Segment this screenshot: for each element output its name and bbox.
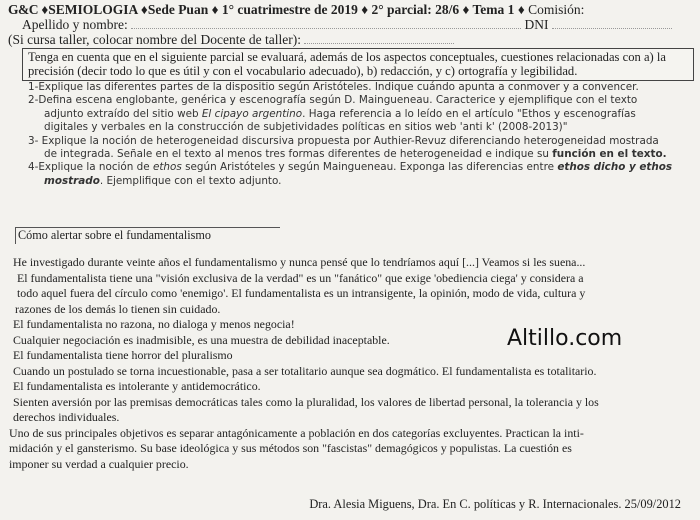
name-line <box>8 17 698 32</box>
instructions-box <box>22 48 694 81</box>
instructions-text: Tenga en cuenta que en el siguiente parcial se evaluará, además de los aspectos conceptuales, cuestiones relacionadas con a) la precisión (decir todo lo que es útil y con el vocabulario adecuado), b) redacción, y c) ortografía y legibilidad. <box>28 50 666 78</box>
question-3-text: de integrada. Señale en el texto al menos tres formas diferentes de heterogeneidad e indique su <box>44 148 553 161</box>
question-2-text: adjunto extraído del sitio web <box>44 107 202 120</box>
article-line: He investigado durante veinte años el fundamentalismo y nunca pensé que lo tendríamos aquí [...] Veamos si les suena... <box>13 255 586 269</box>
article-line: razones de los demás lo tienen sin cuidado. <box>15 301 221 316</box>
article-line: Cuando un postulado se torna incuestionable, pasa a ser totalitario aunque sea dogmático. El fundamentalista es totalitario. <box>13 363 597 378</box>
article-line: El fundamentalista tiene horror del pluralismo <box>13 348 233 362</box>
question-4-text: . Ejemplifique con el texto adjunto. <box>99 174 282 187</box>
article-line: midación y el gansterismo. Su base ideológica y sus métodos son "fascistas" demagógicos y populistas. La cuestión es <box>9 441 572 455</box>
exam-date: 2° parcial: 28/6 <box>371 2 460 17</box>
bullet-icon: ♦ <box>462 2 470 17</box>
question-2-line: 2-Defina escena englobante, genérica y escenografía según D. Maingueneau. Caracterice y ejemplifique con el texto <box>28 94 638 107</box>
bullet-icon: ♦ <box>41 2 49 17</box>
question-4-text: según Aristóteles y según Maingueneau. Exponga las diferencias entre <box>181 161 558 174</box>
article <box>9 228 689 518</box>
exam-header <box>8 2 698 47</box>
article-line: El fundamentalista no razona, no dialoga y menos negocia! <box>13 317 295 331</box>
bullet-icon: ♦ <box>211 2 219 17</box>
question-4 <box>28 161 696 174</box>
taller-field[interactable] <box>304 33 454 44</box>
article-body <box>9 255 689 472</box>
article-line: Cualquier negociación es inadmisible, es una muestra de debilidad inaceptable. <box>13 332 390 347</box>
article-signature: Dra. Alesia Miguens, Dra. En C. políticas y R. Internacionales. 25/09/2012 <box>309 496 681 511</box>
site-name: El cipayo argentino <box>201 107 303 120</box>
sede: Sede Puan <box>147 2 209 17</box>
question-2 <box>28 94 696 107</box>
course-name: SEMIOLOGIA <box>48 2 138 17</box>
comision-label: Comisión: <box>528 2 585 17</box>
watermark: Altillo.com <box>507 326 623 351</box>
question-3-bold: función en el texto. <box>552 148 667 161</box>
article-line: El fundamentalista es intolerante y antidemocrático. <box>13 379 261 393</box>
term-ethos-dicho: ethos dicho y ethos <box>557 161 673 174</box>
question-3-cont <box>28 148 696 161</box>
question-2-cont <box>28 108 696 121</box>
question-4-text: 4-Explique la noción de <box>28 161 153 174</box>
question-2-text: . Haga referencia a lo leído en el artículo "Ethos y escenografías <box>302 107 636 120</box>
article-line: derechos individuales. <box>13 410 120 424</box>
term-mostrado: mostrado <box>44 174 100 187</box>
logo: G&C <box>8 2 38 17</box>
question-4-cont <box>28 175 696 188</box>
bullet-icon: ♦ <box>140 2 148 17</box>
header-line <box>8 2 698 17</box>
term-ethos: ethos <box>152 161 182 174</box>
article-title: Cómo alertar sobre el fundamentalismo <box>15 227 280 244</box>
dni-label: DNI <box>524 17 549 32</box>
bullet-icon: ♦ <box>517 2 525 17</box>
tema: Tema 1 <box>472 2 515 17</box>
article-line: Uno de sus principales objetivos es separar antagónicamente a población en dos categorías excluyentes. Practican la inti- <box>9 425 584 440</box>
question-3: 3- Explique la noción de heterogeneidad discursiva propuesta por Authier-Revuz diferenciando heterogeneidad mostrada <box>28 134 659 147</box>
name-label: Apellido y nombre: <box>22 17 128 32</box>
article-line: imponer su verdad a cualquier precio. <box>9 456 189 471</box>
article-line: El fundamentalista tiene una "visión exclusiva de la verdad" es un "fanático" que exige 'obediencia ciega' y considera a <box>17 270 584 285</box>
article-line: todo aquel fuera del círculo como 'enemigo'. El fundamentalista es un intransigente, la opinión, modo de vida, cultura y <box>17 286 586 300</box>
term: 1° cuatrimestre de 2019 <box>221 2 358 17</box>
question-2-cont: digitales y verbales en la construcción de subjetividades políticas en sitios web 'anti k' (2008-2013)" <box>44 121 568 134</box>
name-field[interactable] <box>131 18 521 29</box>
bullet-icon: ♦ <box>361 2 369 17</box>
taller-line <box>8 32 698 47</box>
questions <box>28 81 696 188</box>
question-1: 1-Explique las diferentes partes de la dispositio según Aristóteles. Indique cuándo apunta a conmover y a convencer. <box>28 81 639 93</box>
article-line: Sienten aversión por las premisas democráticas tales como la pluralidad, los valores de libertad personal, la tolerancia y los <box>13 394 599 409</box>
dni-field[interactable] <box>552 18 672 29</box>
taller-label: (Si cursa taller, colocar nombre del Docente de taller): <box>8 32 301 47</box>
